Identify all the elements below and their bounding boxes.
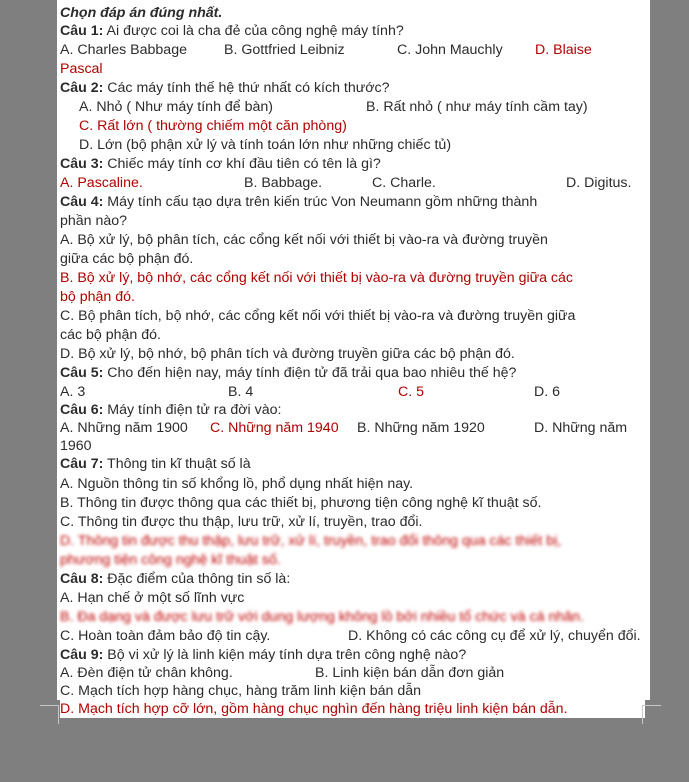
- question-number: Câu 2:: [60, 80, 104, 96]
- q4-option-b: B. Bộ xử lý, bộ nhớ, các cổng kết nối với thiết bị vào-ra và đường truyền giữa các: [60, 270, 574, 286]
- q8-option-a: A. Hạn chế ở một số lĩnh vực: [60, 590, 245, 606]
- q3-option-c: C. Charle.: [372, 175, 436, 191]
- q8-option-c: C. Hoàn toàn đảm bảo độ tin cậy.: [60, 628, 271, 644]
- q3-option-b: B. Babbage.: [244, 175, 323, 191]
- instruction: Chọn đáp án đúng nhất.: [60, 5, 223, 21]
- question-6: [60, 401, 647, 419]
- q6-option-a: A. Những năm 1900: [60, 420, 188, 436]
- q1-option-d: D. Blaise: [535, 42, 592, 58]
- q6-option-c: C. Những năm 1940: [210, 420, 339, 436]
- q8-option-b: B. Đa dạng và được lưu trữ với dung lượng không lồ bởi nhiều tổ chức và cá nhân.: [60, 609, 585, 625]
- q5-option-d: D. 6: [534, 384, 561, 400]
- q1-option-d-cont: Pascal: [60, 61, 103, 77]
- question-text: Máy tính cấu tạo dựa trên kiến trúc Von Neumann gồm những thành: [103, 194, 538, 210]
- q3-option-a: A. Pascaline.: [60, 175, 143, 191]
- question-text: Bộ vi xử lý là linh kiện máy tính dựa trên công nghệ nào?: [103, 647, 467, 663]
- page-corner-mark-right: [642, 705, 661, 724]
- question-number: Câu 5:: [60, 365, 104, 381]
- question-text: Đặc điểm của thông tin số là:: [103, 571, 291, 587]
- question-5: [60, 364, 647, 382]
- document-page: [57, 0, 650, 700]
- question-number: Câu 7:: [60, 456, 104, 472]
- q5-option-c: C. 5: [398, 384, 425, 400]
- question-7: [60, 455, 647, 473]
- q7-option-c: C. Thông tin được thu thập, lưu trữ, xử lí, truyền, trao đổi.: [60, 514, 423, 530]
- question-4: [60, 193, 647, 211]
- question-1: [60, 22, 647, 40]
- q9-option-b: B. Linh kiện bán dẫn đơn giản: [315, 665, 505, 681]
- q3-option-d: D. Digitus.: [566, 175, 632, 191]
- q1-option-a: A. Charles Babbage: [60, 42, 187, 58]
- question-number: Câu 8:: [60, 571, 104, 587]
- q4-option-c: C. Bộ phân tích, bộ nhớ, các cổng kết nối với thiết bị vào-ra và đường truyền giữa: [60, 308, 576, 324]
- question-9: [60, 646, 647, 664]
- question-text: Máy tính điện tử ra đời vào:: [103, 402, 282, 418]
- q7-option-d: D. Thông tin được thu thập, lưu trữ, xử lí, truyền, trao đổi thông qua các thiết bị,: [60, 533, 562, 549]
- q7-option-a: A. Nguồn thông tin số khổng lồ, phổ dụng nhất hiện nay.: [60, 476, 414, 492]
- q6-option-b: B. Những năm 1920: [357, 420, 485, 436]
- q5-option-b: B. 4: [228, 384, 254, 400]
- q4-option-d: D. Bộ xử lý, bộ nhớ, bộ phân tích và đường truyền giữa các bộ phận đó.: [60, 346, 515, 362]
- q9-option-d: D. Mạch tích hợp cỡ lớn, gồm hàng chục nghìn đến hàng triệu linh kiện bán dẫn.: [60, 700, 645, 718]
- question-8: [60, 570, 647, 588]
- question-text: Các máy tính thế hệ thứ nhất có kích thước?: [103, 80, 390, 96]
- q4-option-c-cont: các bộ phận đó.: [60, 327, 161, 343]
- q1-option-c: C. John Mauchly: [397, 42, 503, 58]
- q2-option-d: D. Lớn (bộ phận xử lý và tính toán lớn như những chiếc tủ): [79, 137, 452, 153]
- q4-option-b-cont: bộ phận đó.: [60, 289, 135, 305]
- q6-option-d: D. Những năm: [534, 420, 628, 436]
- question-4-cont: phần nào?: [60, 213, 128, 229]
- question-text: Chiếc máy tính cơ khí đầu tiên có tên là gì?: [103, 156, 381, 172]
- question-3: [60, 155, 647, 173]
- q4-option-a-cont: giữa các bộ phận đó.: [60, 251, 194, 267]
- q5-option-a: A. 3: [60, 384, 86, 400]
- q8-option-d: D. Không có các công cụ để xử lý, chuyển đổi.: [348, 628, 641, 644]
- question-number: Câu 3:: [60, 156, 104, 172]
- question-text: Ai được coi là cha đẻ của công nghệ máy tính?: [103, 23, 404, 39]
- q9-option-c: C. Mạch tích hợp hàng chục, hàng trăm linh kiện bán dẫn: [60, 683, 422, 699]
- q4-option-a: A. Bộ xử lý, bộ phân tích, các cổng kết nối với thiết bị vào-ra và đường truyền: [60, 232, 548, 248]
- question-number: Câu 1:: [60, 23, 104, 39]
- q2-option-b: B. Rất nhỏ ( như máy tính cầm tay): [366, 99, 588, 115]
- q2-option-a: A. Nhỏ ( Như máy tính để bàn): [79, 99, 274, 115]
- q9-option-a: A. Đèn điện tử chân không.: [60, 665, 233, 681]
- q7-option-b: B. Thông tin được thông qua các thiết bị, phương tiện công nghệ kĩ thuật số.: [60, 495, 542, 511]
- question-text: Thông tin kĩ thuật số là: [103, 456, 251, 472]
- page-corner-mark-left: [40, 705, 59, 724]
- question-2: [60, 79, 647, 97]
- question-number: Câu 4:: [60, 194, 104, 210]
- q7-option-d-cont: phương tiện công nghệ kĩ thuật số.: [60, 552, 281, 568]
- question-number: Câu 6:: [60, 402, 104, 418]
- question-text: Cho đến hiện nay, máy tính điện tử đã trải qua bao nhiêu thế hệ?: [103, 365, 517, 381]
- q1-option-b: B. Gottfried Leibniz: [224, 42, 345, 58]
- question-number: Câu 9:: [60, 647, 104, 663]
- q6-option-d-cont: 1960: [60, 438, 92, 454]
- q2-option-c: C. Rất lớn ( thường chiếm một căn phòng): [79, 118, 347, 134]
